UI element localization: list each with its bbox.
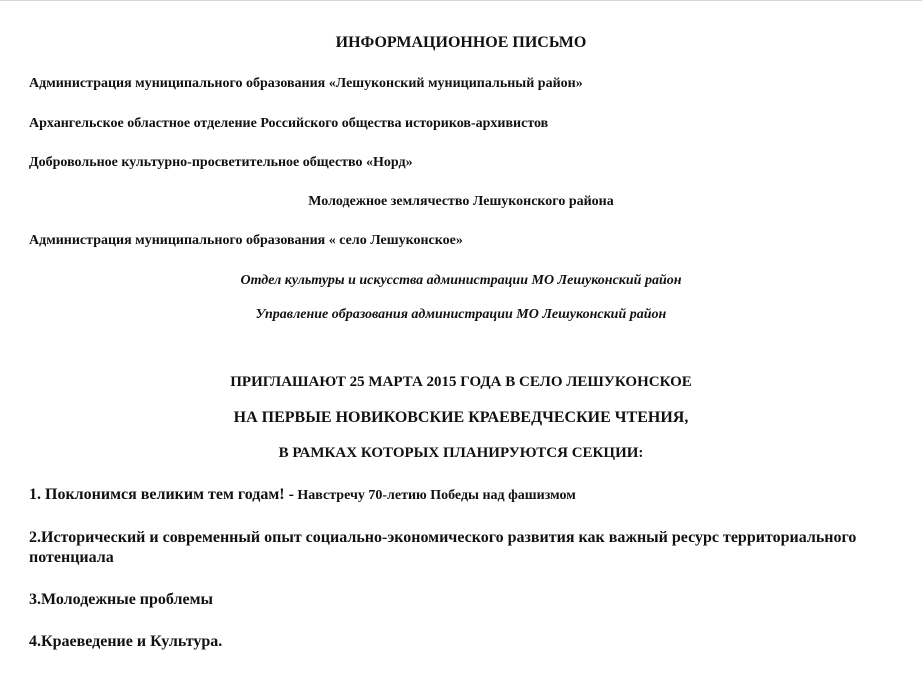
organizer-archivists-society: Архангельское областное отделение Российского общества историков-архивистов [29,116,549,131]
organizer-village-administration: Администрация муниципального образования « село Лешуконское» [29,233,463,248]
section-1 [29,486,576,504]
invitation-date-line: ПРИГЛАШАЮТ 25 МАРТА 2015 ГОДА В СЕЛО ЛЕШУКОНСКОЕ [230,374,692,390]
top-border [0,0,922,1]
section-1-title: 1. Поклонимся великим тем годам! - [29,486,294,503]
section-2: 2.Исторический и современный опыт социально-экономического развития как важный ресурс территориального потенциала [29,529,857,566]
document-title: ИНФОРМАЦИОННОЕ ПИСЬМО [335,34,587,51]
invitation-event-line: НА ПЕРВЫЕ НОВИКОВСКИЕ КРАЕВЕДЧЕСКИЕ ЧТЕНИЯ, [233,409,689,426]
organizer-youth-community: Молодежное землячество Лешуконского района [308,194,614,209]
section-1-subtitle: Навстречу 70-летию Победы над фашизмом [293,488,576,503]
organizer-nord-society: Добровольное культурно-просветительное общество «Норд» [29,155,413,170]
organizer-culture-department: Отдел культуры и искусства администрации МО Лешуконский район [240,273,682,288]
organizer-lmr-administration: Администрация муниципального образования «Лешуконский муниципальный район» [29,76,583,91]
organizer-education-department: Управление образования администрации МО Лешуконский район [255,307,667,322]
invitation-sections-intro: В РАМКАХ КОТОРЫХ ПЛАНИРУЮТСЯ СЕКЦИИ: [278,445,644,461]
section-3: 3.Молодежные проблемы [29,591,213,608]
section-4: 4.Краеведение и Культура. [29,633,223,650]
